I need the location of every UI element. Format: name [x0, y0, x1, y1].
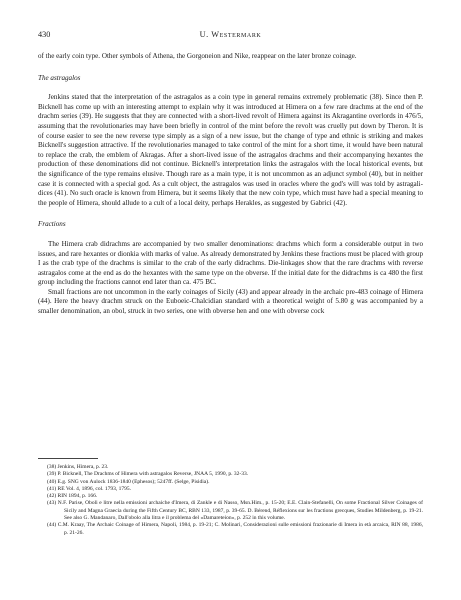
footnote-41: (41) RE Vol. 4, 1896, col. 1793, 1795.	[47, 485, 131, 492]
footnote-39: (39) P. Bicknell, The Drachms of Himera with astragalos Reverse, JNAA 5, 1990, p. 32-33.	[47, 471, 249, 478]
footnotes	[38, 458, 423, 537]
page-header	[38, 30, 423, 44]
paragraph-fractions-2: Small fractions are not uncommon in the early coinages of Sicily (43) and appear already in the archaic pre-483 coinage of Himera (44). Here the heavy drachm struck on the Euboeic-Chalcidian standard with a theoretical weight of 5.80 g was accompanied by a smaller denomination, an obol, struck in two series, one with obverse hen and one with obverse cock	[38, 287, 423, 316]
footnote-rule	[38, 458, 98, 459]
footnote-43: (43) N.F. Parise, Oboli e litre nella emissioni archaiche d'Imera, di Zankle e di Nasso, Msn.Him., p. 15-20; E.E. Clain-Stefanelli, On some Fractional Silver Coinages of Sicily and Magna Graecia during the Fifth Century BC, RBN 133, 1987, p. 39-65. D. Bérend, Réflexions sur les fractions grecques, Studies Mildenberg, p. 19-21. See also G. Mandanaro, Dall'obolo alla litra e il problema del «Damareteion», p. 252 in this volume.	[47, 500, 423, 522]
footnote-44: (44) C.M. Kraay, The Archaic Coinage of Himera, Napoli, 1984, p. 19-21; C. Molinari, Considerazioni sulle emissioni frazionarie di Imera in età arcaica, RIN 88, 1986, p. 21-26.	[47, 522, 423, 536]
paragraph-fractions-1: The Himera crab didrachms are accompanied by two smaller denominations: drachms which form a considerable output in two issues, and rare hexantes or dionkia with marks of value. As already demonstrated by Jenkins these fractions must be placed with group I as the crab type of the drachms is similar to the crab of the early didrachms. Die-linkages show that the rare drachms with reverse astragalos come at the end as do the hexantes with the same type on the obverse. If the initial date for the didrachms is ca 480 the first group including the fractions cannot end later than ca. 475 BC.	[38, 239, 423, 287]
body-text	[38, 52, 423, 317]
footnote-42: (42) RIN 1894, p. 166.	[47, 493, 98, 500]
intro-paragraph: of the early coin type. Other symbols of Athena, the Gorgoneion and Nike, reappear on the later bronze coinage.	[38, 52, 357, 60]
footnote-40: (40) E.g. SNG von Aulock 1836-1840 (Ephesos); 5247ff. (Selge, Pisidia).	[47, 478, 210, 485]
paragraph-astragalos: Jenkins stated that the interpretation of the astragalos as a coin type in general remains extremely problematic (38). Since then P. Bicknell has come up with an interesting attempt to explain why it was introduced at Himera on a few rare drachms at the end of the drachm series (39). He suggests that they are connected with a short-lived revolt of Himera against its Akragantine overlords in 476/5, assuming that the revolutionaries may have been briefly in control of the mint before the revolt was cruelly put down by Theron. It is of course easier to see the new reverse type simply as a sign of a new issue, but the change of type and ethnic is striking and makes Bicknell's suggestion attractive. If the revolutionaries managed to take control of the mint for a short time, it would have been natural to replace the crab, the emblem of Akragas. After a short-lived issue of the astragalos drachms and their accompanying hexantes the production of these denominations did not continue. Bicknell's interpretation links the astragalos with the local historical events, but the significance of the type remains elusive. Though rare as a main type, it is not uncommon as an adjunct symbol (40), but in neither case it is connected with a special god. As a cult object, the astragalos was used in oracles where the god's will was told by astragali-dices (41). No such oracle is known from Himera, but it seems likely that the new coin type, which must have had a special meaning to the people of Himera, should allude to a cult of a local deity, perhaps Herakles, as suggested by Gabrici (42).	[38, 93, 423, 207]
section-title-astragalos: The astragalos	[38, 73, 81, 82]
page-number: 430	[38, 30, 51, 39]
section-title-fractions: Fractions	[38, 220, 66, 229]
running-head: U. Westermark	[199, 30, 262, 39]
footnote-38: (38) Jenkins, Himera, p. 23.	[47, 464, 109, 470]
